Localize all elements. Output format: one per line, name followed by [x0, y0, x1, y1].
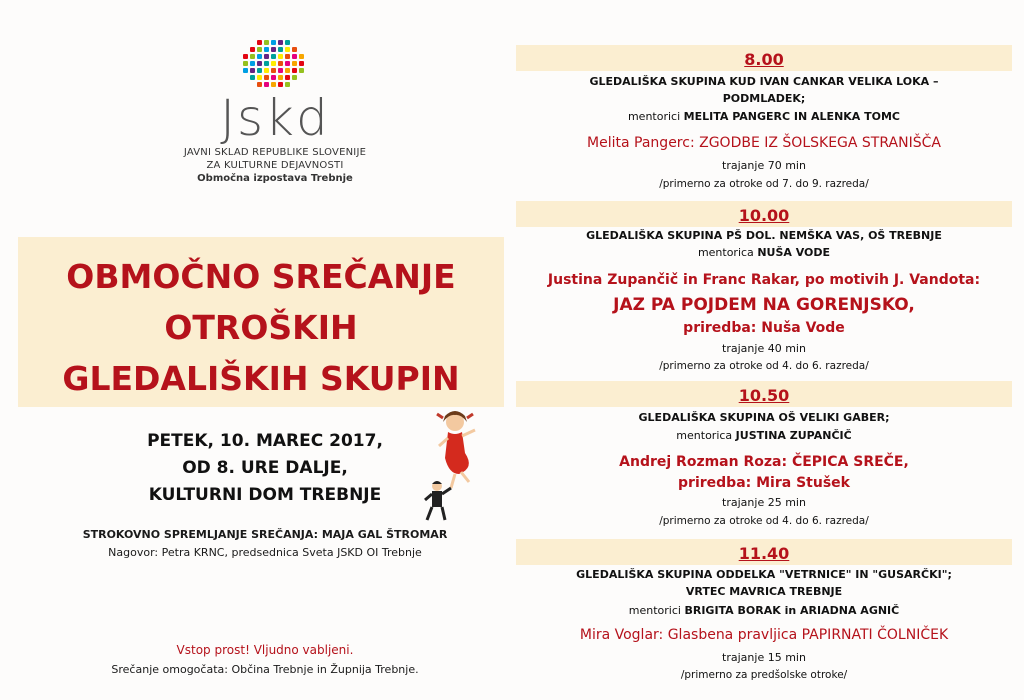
event-details [60, 428, 470, 509]
audience: /primerno za predšolske otroke/ [680, 669, 848, 681]
play-author: Justina Zupančič in Franc Rakar, po motivih J. Vandota: [547, 272, 981, 288]
mentor-prefix: mentorici [628, 604, 681, 617]
audience: /primerno za otroke od 7. do 9. razreda/ [659, 178, 869, 190]
title-line-3: GLEDALIŠKIH SKUPIN [62, 359, 460, 398]
mentor-names: BRIGITA BORAK in ARIADNA AGNIČ [684, 604, 900, 617]
time-bar-1000: 10.00 [516, 201, 1012, 227]
dancers-illustration-icon [415, 408, 485, 523]
event-date: PETEK, 10. MAREC 2017, [147, 431, 383, 451]
group-line: GLEDALIŠKA SKUPINA OŠ VELIKI GABER; [638, 411, 890, 424]
logo-line-2: ZA KULTURNE DEJAVNOSTI [206, 160, 344, 171]
jskd-logo [150, 40, 400, 186]
mentor-prefix: mentorica [676, 429, 733, 442]
sponsors-note: Srečanje omogočata: Občina Trebnje in Župnija Trebnje. [111, 663, 419, 676]
mentor-line [516, 245, 1012, 260]
play-title: Mira Voglar: Glasbena pravljica PAPIRNATI ČOLNIČEK [579, 627, 949, 643]
logo-subtitle: Območna izpostava Trebnje [197, 173, 353, 184]
group-line: GLEDALIŠKA SKUPINA KUD IVAN CANKAR VELIKA LOKA – [589, 75, 939, 88]
group-line: PODMLADEK; [722, 92, 806, 105]
event-title-panel [18, 237, 504, 407]
title-line-2: OTROŠKIH [164, 308, 358, 347]
play-adaptation: priredba: Nuša Vode [683, 320, 845, 336]
mentor-line [516, 603, 1012, 618]
professional-review: STROKOVNO SPREMLJANJE SREČANJA: MAJA GAL ŠTROMAR [82, 528, 448, 541]
group-line: VRTEC MAVRICA TREBNJE [685, 585, 843, 598]
group-line: GLEDALIŠKA SKUPINA ODDELKA "VETRNICE" IN "GUSARČKI"; [576, 568, 952, 581]
free-entry-note: Vstop prost! Vljudno vabljeni. [176, 643, 354, 657]
mentor-line [516, 109, 1012, 124]
play-title: Andrej Rozman Roza: ČEPICA SREČE, [619, 454, 909, 470]
program-column [516, 0, 1012, 700]
group-line: GLEDALIŠKA SKUPINA PŠ DOL. NEMŠKA VAS, OŠ TREBNJE [586, 229, 942, 242]
time-bar-1050: 10.50 [516, 381, 1012, 407]
time-bar-800: 8.00 [516, 45, 1012, 71]
play-title: Melita Pangerc: ZGODBE IZ ŠOLSKEGA STRANIŠČA [587, 135, 941, 151]
mentor-names: NUŠA VODE [757, 246, 831, 259]
left-column [0, 0, 510, 700]
duration: trajanje 40 min [722, 342, 806, 355]
title-line-1: OBMOČNO SREČANJE [66, 257, 456, 296]
mentor-names: MELITA PANGERC IN ALENKA TOMC [683, 110, 901, 123]
mentor-prefix: mentorica [697, 246, 754, 259]
logo-wordmark: Jskd [220, 89, 330, 147]
audience: /primerno za otroke od 4. do 6. razreda/ [659, 360, 869, 372]
jskd-pixel-icon [243, 40, 307, 90]
time-bar-1140: 11.40 [516, 539, 1012, 565]
duration: trajanje 70 min [722, 159, 806, 172]
logo-line-1: JAVNI SKLAD REPUBLIKE SLOVENIJE [183, 147, 367, 158]
mentor-prefix: mentorici [627, 110, 681, 123]
opening-speech: Nagovor: Petra KRNC, predsednica Sveta JSKD OI Trebnje [108, 546, 422, 559]
event-venue: KULTURNI DOM TREBNJE [148, 485, 382, 505]
play-title: JAZ PA POJDEM NA GORENJSKO, [613, 295, 915, 315]
duration: trajanje 25 min [722, 496, 806, 509]
duration: trajanje 15 min [722, 651, 806, 664]
play-adaptation: priredba: Mira Stušek [678, 475, 850, 491]
audience: /primerno za otroke od 4. do 6. razreda/ [659, 515, 869, 527]
mentor-names: JUSTINA ZUPANČIČ [735, 429, 852, 442]
mentor-line [516, 428, 1012, 443]
event-time: OD 8. URE DALJE, [182, 458, 348, 478]
